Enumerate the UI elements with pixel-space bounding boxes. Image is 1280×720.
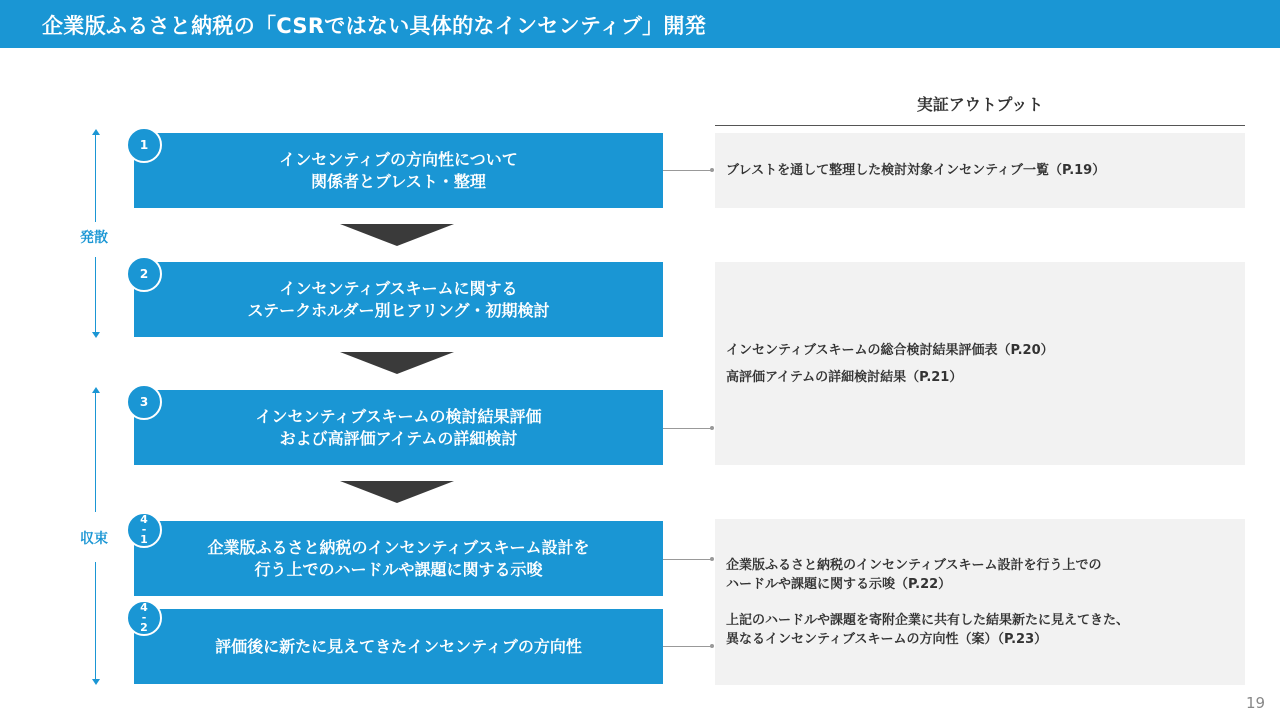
output-1-text: ブレストを通して整理した検討対象インセンティブ一覧（P.19） [726, 163, 1106, 178]
phase-label-converge: 収束 [80, 531, 108, 547]
chevron-down-icon [340, 481, 454, 503]
output-3-item-1-line-2: ハードルや課題に関する示唆（P.22） [726, 577, 952, 592]
step-box-2 [134, 262, 663, 337]
connector-dot-3 [710, 426, 714, 430]
diverge-line-top [95, 134, 96, 222]
converge-line-top [95, 392, 96, 512]
step-4-2-line-1: 評価後に新たに見えてきたインセンティブの方向性 [215, 636, 582, 656]
outputs-heading: 実証アウトプット [916, 95, 1044, 114]
step-box-1 [134, 133, 663, 208]
converge-arrow-up-icon [92, 387, 100, 393]
connector-dot-4-2 [710, 644, 714, 648]
converge-arrow-down-icon [92, 679, 100, 685]
output-3-item-1-line-1: 企業版ふるさと納税のインセンティブスキーム設計を行う上での [726, 558, 1102, 573]
step-badge-4-1: 4 - 1 [126, 512, 162, 548]
step-box-4-1 [134, 521, 663, 596]
output-3-item-2-line-1: 上記のハードルや課題を寄附企業に共有した結果新たに見えてきた、 [726, 613, 1130, 628]
step-box-4-2 [134, 609, 663, 684]
connector-dot-4-1 [710, 557, 714, 561]
header-bar [0, 0, 1280, 48]
page-title: 企業版ふるさと納税の「CSRではない具体的なインセンティブ」開発 [42, 14, 707, 38]
connector-line-1 [663, 170, 712, 171]
connector-line-4-2 [663, 646, 712, 647]
step-3-line-1: インセンティブスキームの検討結果評価 [255, 406, 542, 426]
chevron-down-icon [340, 352, 454, 374]
phase-label-diverge: 発散 [80, 230, 108, 246]
output-box-2 [715, 262, 1245, 465]
step-1-line-1: インセンティブの方向性について [279, 149, 518, 169]
chevron-down-icon [340, 224, 454, 246]
step-box-3 [134, 390, 663, 465]
output-3-item-2-line-2: 異なるインセンティブスキームの方向性（案）（P.23） [726, 632, 1048, 647]
output-2-text-1: インセンティブスキームの総合検討結果評価表（P.20） [726, 343, 1054, 358]
outputs-heading-rule [715, 125, 1245, 126]
step-4-1-line-2: 行う上でのハードルや課題に関する示唆 [254, 559, 543, 579]
step-badge-4-2: 4 - 2 [126, 600, 162, 636]
diverge-arrow-up-icon [92, 129, 100, 135]
page-number: 19 [1246, 694, 1266, 712]
converge-line-bottom [95, 562, 96, 680]
step-badge-3: 3 [126, 384, 162, 420]
diverge-line-bottom [95, 257, 96, 333]
step-4-1-line-1: 企業版ふるさと納税のインセンティブスキーム設計を [207, 537, 590, 557]
connector-line-4-1 [663, 559, 712, 560]
connector-dot-1 [710, 168, 714, 172]
step-1-line-2: 関係者とブレスト・整理 [311, 171, 486, 191]
step-3-line-2: および高評価アイテムの詳細検討 [279, 428, 518, 448]
step-2-line-1: インセンティブスキームに関する [279, 278, 518, 298]
step-badge-2: 2 [126, 256, 162, 292]
step-2-line-2: ステークホルダー別ヒアリング・初期検討 [247, 300, 550, 320]
connector-line-3 [663, 428, 712, 429]
output-2-text-2: 高評価アイテムの詳細検討結果（P.21） [726, 370, 963, 385]
output-box-3 [715, 519, 1245, 685]
step-badge-1: 1 [126, 127, 162, 163]
diverge-arrow-down-icon [92, 332, 100, 338]
